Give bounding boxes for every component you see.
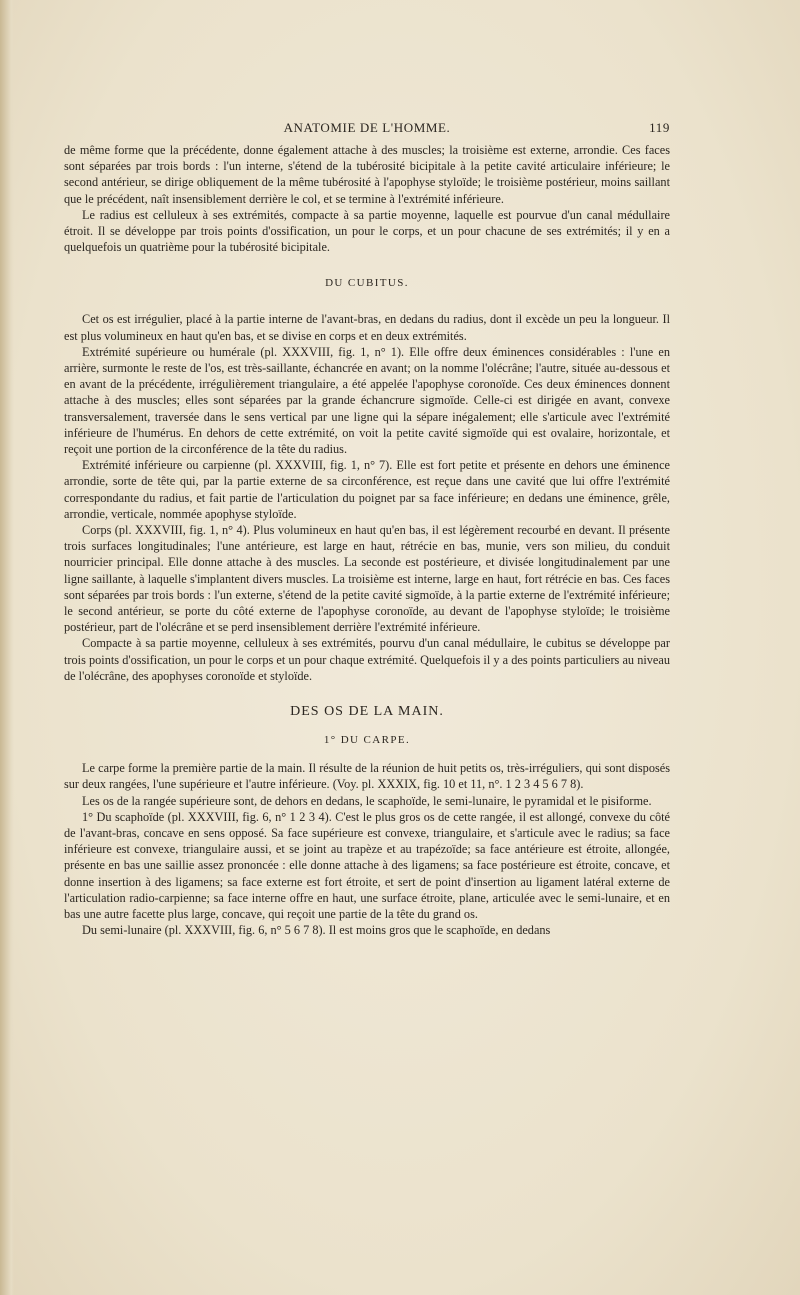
page-binding-shadow (0, 0, 14, 1295)
paragraph-semi-lunaire: Du semi-lunaire (pl. XXXVIII, fig. 6, n° 5 6 7 8). Il est moins gros que le scaphoïde, en dedans (82, 923, 551, 938)
paragraph-radius-faces: de même forme que la précédente, donne également attache à des muscles; la troisième est externe, arrondie. Ces faces sont séparées par trois bords : l'un interne, s'étend de la tubérosité bicipitale à la petite cavité articulaire inférieure; le second antérieur, se dirige obliquement de la même tubérosité à l'apophyse styloïde; le troisième postérieur, moins saillant que le précédent, naît insensiblement derrière le col, et se termine à l'extrémité inférieure. (64, 143, 670, 206)
paragraph-cubitus-lower-end: Extrémité inférieure ou carpienne (pl. XXXVIII, fig. 1, n° 7). Elle est fort petite et présente en dehors une éminence arrondie, sorte de tête qui, par la partie externe de sa circonférence, est reçue dans une cavité que lui offre l'extrémité correspondante du radius, et fait partie de l'articulation du poignet par sa face inférieure; en dedans une éminence, grêle, arrondie, verticale, nommée apophyse styloïde. (64, 458, 670, 521)
paragraph-carpe-intro: Le carpe forme la première partie de la main. Il résulte de la réunion de huit petits os, très-irréguliers, qui sont disposés sur deux rangées, l'une supérieure et l'autre inférieure. (Voy. pl. XXXIX, fig. 10 et 11, n°. 1 2 3 4 5 6 7 8). (64, 761, 670, 792)
subsection-heading-carpe: 1° DU CARPE. (323, 734, 411, 747)
running-header (64, 118, 670, 142)
page-number: 119 (649, 120, 670, 135)
paragraph-cubitus-intro: Cet os est irrégulier, placé à la partie interne de l'avant-bras, en dedans du radius, dont il excède un peu la longueur. Il est plus volumineux en haut qu'en bas, et se divise en corps et en deux extrémités. (64, 312, 670, 343)
paragraph-cubitus-upper-end: Extrémité supérieure ou humérale (pl. XXXVIII, fig. 1, n° 1). Elle offre deux éminences considérables : l'une en arrière, surmonte le reste de l'os, est très-saillante, échancrée en avant; on la nomme l'olécrâne; l'autre, située au-dessous et en avant de la précédente, irrégulièrement triangulaire, a été appelée l'apophyse coronoïde. Ces deux éminences donnent attache à des muscles; elles sont séparées par la grande échancrure sigmoïde. Celle-ci est dirigée en avant, convexe transversalement, traversée dans le sens vertical par une ligne qui la sépare inégalement; elle s'articule avec l'extrémité inférieure de l'humérus. En dehors de cette extrémité, on voit la petite cavité sigmoïde qui est ovalaire, horizontale, et reçoit une portion de la circonférence de la tête du radius. (64, 344, 670, 457)
section-heading-cubitus: DU CUBITUS. (325, 277, 409, 290)
paragraph-radius-structure: Le radius est celluleux à ses extrémités, compacte à sa partie moyenne, laquelle est pourvue d'un canal médullaire étroit. Il se développe par trois points d'ossification, un pour le corps, et un pour chacune de ses extrémités; il y en a quelquefois un quatrième pour la tubérosité bicipitale. (64, 207, 670, 255)
paragraph-carpe-upper-row: Les os de la rangée supérieure sont, de dehors en dedans, le scaphoïde, le semi-lunaire, le pyramidal et le pisiforme. (82, 793, 652, 808)
paragraph-scaphoide: 1° Du scaphoïde (pl. XXXVIII, fig. 6, n° 1 2 3 4). C'est le plus gros os de cette rangée, il est allongé, convexe du côté de l'avant-bras, concave en sens opposé. Sa face supérieure est convexe, triangulaire, et s'articule avec le radius; sa face inférieure est convexe, triangulaire aussi, et se joint au trapèze et au trapézoïde; sa face antérieure est étroite, allongée, présente en bas une saillie assez prononcée : elle donne attache à des ligamens; sa face postérieure est étroite, concave, et donne insertion à des ligamens; sa face externe est fort étroite, et sert de point d'insertion au ligament latéral externe de l'articulation radio-carpienne; sa face interne offre en haut, une surface étroite, plane, articulée avec le semi-lunaire, et en bas une autre facette plus large, concave, qui reçoit une partie de la tête du grand os. (64, 809, 670, 921)
paragraph-cubitus-structure: Compacte à sa partie moyenne, celluleux à ses extrémités, pourvu d'un canal médullaire, le cubitus se développe par trois points d'ossification, un pour le corps et un pour chaque extrémité. Quelquefois il y a des points particuliers au niveau de l'olécrâne, des apophyses coronoïde et styloïde. (64, 636, 670, 683)
page-content (64, 118, 670, 938)
section-heading-main: DES OS DE LA MAIN. (290, 704, 444, 720)
paragraph-cubitus-body: Corps (pl. XXXVIII, fig. 1, n° 4). Plus volumineux en haut qu'en bas, il est légèrement recourbé en devant. Il présente trois surfaces longitudinales; l'une antérieure, est large en haut, rétrécie en bas, munie, vers son milieu, du conduit nourricier principal. Elle donne attache à des muscles. La seconde est postérieure, et divisée longitudinalement par une ligne saillante, à laquelle s'implantent divers muscles. La troisième est interne, large en haut, fort rétrécie en bas. Ces faces sont séparées par trois bords : l'un externe, s'étend de la petite cavité sigmoïde, à la partie externe de l'extrémité inférieure; le second antérieur, se porte du côté externe de l'apophyse coronoïde, au devant de l'apophyse styloïde; le troisième postérieur, part de l'olécrâne et se perd insensiblement derrière l'extrémité inférieure. (64, 523, 670, 635)
header-title: ANATOMIE DE L'HOMME. (283, 120, 451, 135)
